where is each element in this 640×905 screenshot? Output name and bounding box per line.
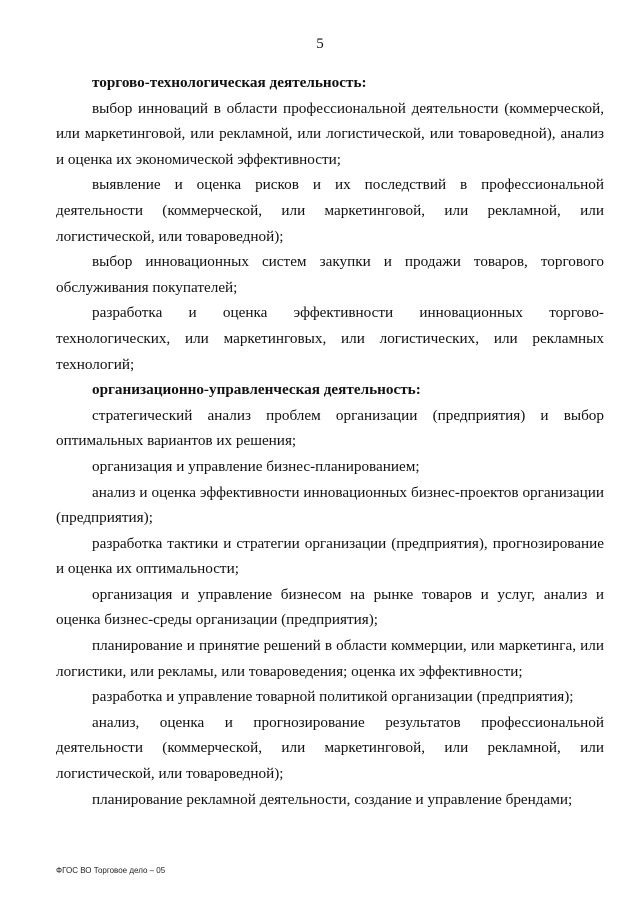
paragraph: организация и управление бизнес-планированием; — [92, 457, 420, 475]
paragraph: планирование рекламной деятельности, создание и управление брендами; — [92, 790, 573, 808]
paragraph: разработка тактики и стратегии организации (предприятия), прогнозирование и оценка их оптимальности; — [56, 534, 604, 578]
document-body — [56, 70, 604, 812]
section-heading: торгово-технологическая деятельность: — [92, 74, 367, 91]
paragraph: стратегический анализ проблем организации (предприятия) и выбор оптимальных вариантов их решения; — [56, 406, 604, 450]
paragraph: выбор инновационных систем закупки и продажи товаров, торгового обслуживания покупателей; — [56, 253, 604, 296]
page-number: 5 — [316, 36, 324, 52]
footer-note: ФГОС ВО Торговое дело – 05 — [56, 866, 166, 875]
paragraph: выбор инноваций в области профессиональной деятельности (коммерческой, или маркетинговой, или рекламной, или логистической, или товароведной), анализ и оценка их экономической эффективности; — [56, 99, 604, 168]
paragraph: анализ, оценка и прогнозирование результатов профессиональной деятельности (коммерческой, или маркетинговой, или рекламной, или логистической, или товароведной); — [56, 713, 604, 783]
paragraph: разработка и оценка эффективности инновационных торгово-технологических, или маркетинговых, или логистических, или рекламных технологий; — [56, 304, 604, 373]
paragraph: организация и управление бизнесом на рынке товаров и услуг, анализ и оценка бизнес-среды организации (предприятия); — [56, 585, 604, 629]
paragraph: планирование и принятие решений в области коммерции, или маркетинга, или логистики, или рекламы, или товароведения; оценка их эффективности; — [56, 637, 604, 680]
paragraph: анализ и оценка эффективности инновационных бизнес-проектов организации (предприятия); — [56, 483, 604, 527]
paragraph: разработка и управление товарной политикой организации (предприятия); — [92, 688, 574, 706]
section-heading: организационно-управленческая деятельность: — [92, 381, 421, 399]
paragraph: выявление и оценка рисков и их последствий в профессиональной деятельности (коммерческой, или маркетинговой, или рекламной, или логистической, или товароведной); — [56, 176, 604, 245]
